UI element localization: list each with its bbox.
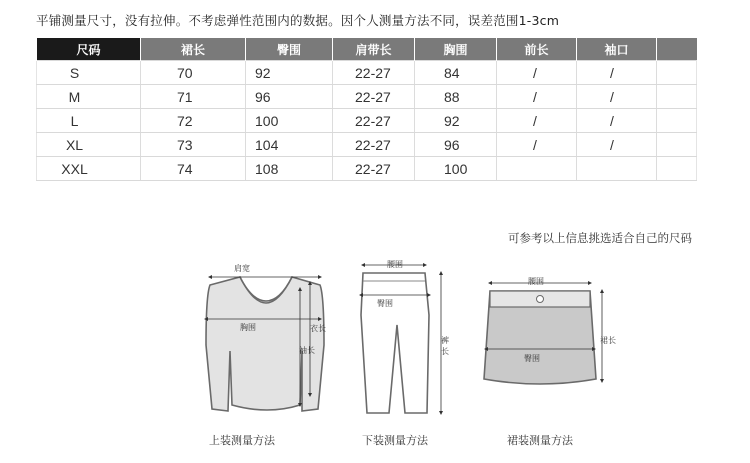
cell-strap-length: 22-27 xyxy=(333,133,415,157)
header-size: 尺码 xyxy=(37,38,141,61)
cell-size: L xyxy=(37,109,141,133)
cell-skirt-length: 72 xyxy=(141,109,246,133)
table-row xyxy=(37,133,697,157)
top-measure-figure xyxy=(192,255,342,425)
cell-hip: 92 xyxy=(246,61,333,85)
skirt-caption: 裙装测量方法 xyxy=(507,434,573,447)
cell-bust: 96 xyxy=(415,133,497,157)
shoulder-label: 肩宽 xyxy=(234,264,250,273)
hip-label: 臀围 xyxy=(377,299,393,308)
cell-front-length: / xyxy=(497,109,577,133)
table-row xyxy=(37,157,697,181)
cell-bust: 100 xyxy=(415,157,497,181)
waist-label: 腰围 xyxy=(387,260,403,269)
header-strap-length: 肩带长 xyxy=(333,38,415,61)
cell-size: XXL xyxy=(37,157,141,181)
sweater-illustration xyxy=(192,255,342,425)
cell-hip: 108 xyxy=(246,157,333,181)
skirt-illustration xyxy=(478,255,618,425)
top-caption: 上装测量方法 xyxy=(209,434,275,447)
cell-front-length: / xyxy=(497,133,577,157)
cell-skirt-length: 70 xyxy=(141,61,246,85)
length-label: 裤长 xyxy=(441,336,449,356)
pants-caption: 下装测量方法 xyxy=(362,434,428,447)
cell-cuff: / xyxy=(577,133,657,157)
size-chart-table xyxy=(36,38,697,181)
table-header-row xyxy=(37,38,697,61)
pants-illustration xyxy=(343,255,453,425)
cell-cuff: / xyxy=(577,85,657,109)
cell-hip: 100 xyxy=(246,109,333,133)
hip-label: 臀围 xyxy=(524,354,540,363)
length-label: 衣长 xyxy=(310,324,326,333)
cell-blank xyxy=(657,109,697,133)
cell-blank xyxy=(657,133,697,157)
cell-cuff: / xyxy=(577,61,657,85)
header-bust: 胸围 xyxy=(415,38,497,61)
cell-front-length: / xyxy=(497,61,577,85)
cell-skirt-length: 73 xyxy=(141,133,246,157)
cell-front-length xyxy=(497,157,577,181)
cell-blank xyxy=(657,61,697,85)
cell-strap-length: 22-27 xyxy=(333,61,415,85)
pants-measure-figure xyxy=(343,255,453,425)
header-skirt-length: 裙长 xyxy=(141,38,246,61)
cell-size: XL xyxy=(37,133,141,157)
table-row xyxy=(37,109,697,133)
cell-hip: 96 xyxy=(246,85,333,109)
cell-bust: 84 xyxy=(415,61,497,85)
header-blank xyxy=(657,38,697,61)
cell-skirt-length: 71 xyxy=(141,85,246,109)
cell-size: S xyxy=(37,61,141,85)
skirt-measure-figure xyxy=(478,255,618,425)
chest-label: 胸围 xyxy=(240,323,256,332)
table-row xyxy=(37,61,697,85)
cell-strap-length: 22-27 xyxy=(333,109,415,133)
header-hip: 臀围 xyxy=(246,38,333,61)
cell-blank xyxy=(657,85,697,109)
cell-bust: 92 xyxy=(415,109,497,133)
cell-strap-length: 22-27 xyxy=(333,157,415,181)
length-label: 裙长 xyxy=(600,336,616,345)
cell-skirt-length: 74 xyxy=(141,157,246,181)
waist-label: 腰围 xyxy=(528,277,544,286)
cell-size: M xyxy=(37,85,141,109)
measurement-note: 平铺测量尺寸，没有拉伸。不考虑弹性范围内的数据。因个人测量方法不同，误差范围1-3cm xyxy=(36,13,560,28)
cell-cuff: / xyxy=(577,109,657,133)
cell-front-length: / xyxy=(497,85,577,109)
cell-cuff xyxy=(577,157,657,181)
cell-blank xyxy=(657,157,697,181)
cell-hip: 104 xyxy=(246,133,333,157)
cell-strap-length: 22-27 xyxy=(333,85,415,109)
table-row xyxy=(37,85,697,109)
cell-bust: 88 xyxy=(415,85,497,109)
sleeve-label: 袖长 xyxy=(299,346,315,355)
header-cuff: 袖口 xyxy=(577,38,657,61)
header-front-length: 前长 xyxy=(497,38,577,61)
size-hint: 可参考以上信息挑选适合自己的尺码 xyxy=(508,231,692,245)
